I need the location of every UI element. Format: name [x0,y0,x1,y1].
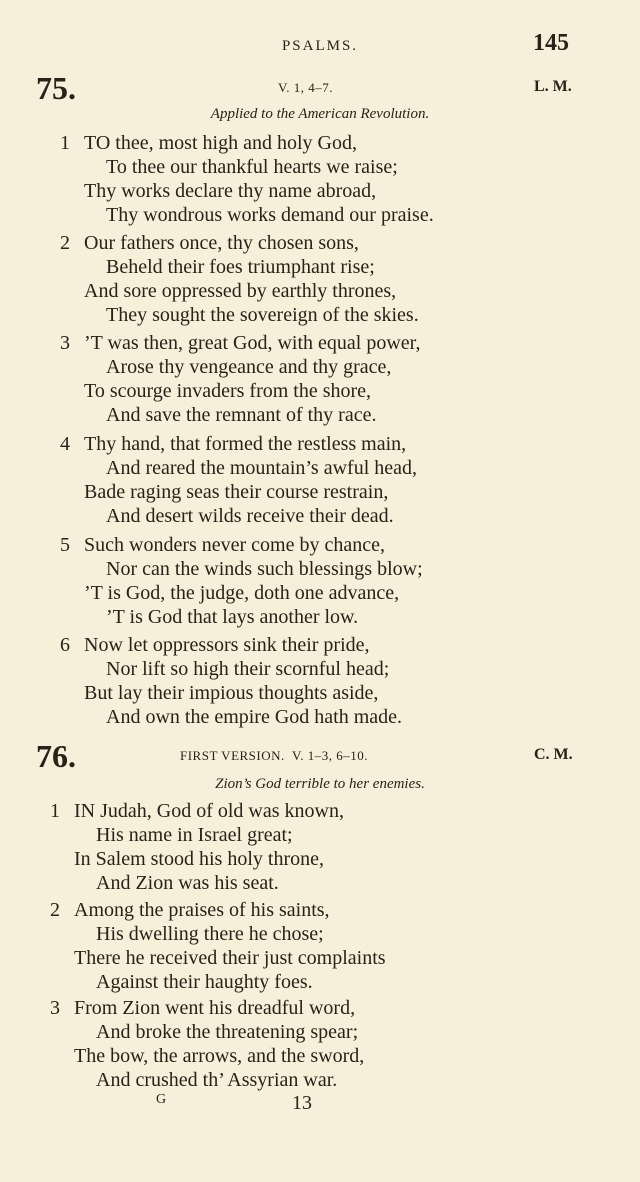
verse-line: Such wonders never come by chance, [84,534,385,556]
verse-line: His dwelling there he chose; [96,923,324,945]
verse-line: Against their haughty foes. [96,971,313,993]
stanza [50,996,610,1092]
stanza-number: 3 [60,332,70,354]
hymn-meter: L. M. [534,78,572,95]
verse-line: IN Judah, God of old was known, [74,800,344,822]
verse-line: And broke the threatening spear; [96,1021,359,1043]
signature-mark: G [156,1092,167,1107]
verse-line: Nor can the winds such blessings blow; [106,558,423,580]
verse-line: ’T was then, great God, with equal power, [84,332,421,354]
stanza-number: 4 [60,433,70,455]
stanza-number: 1 [60,132,70,154]
stanza-number: 5 [60,534,70,556]
verse-line: TO thee, most high and holy God, [84,132,357,154]
verse-line: To scourge invaders from the shore, [84,380,372,402]
hymn-header [0,740,640,772]
stanza-number: 1 [50,800,60,822]
verse-line: And Zion was his seat. [96,872,279,894]
stanza [60,131,620,227]
stanza-number: 2 [50,899,60,921]
verse-line: Among the praises of his saints, [74,899,330,921]
verse-line: The bow, the arrows, and the sword, [74,1045,365,1067]
stanza [50,799,610,895]
sheet-number: 13 [292,1092,312,1114]
verse-line: And reared the mountain’s awful head, [106,457,418,479]
verse-line: His name in Israel great; [96,824,293,846]
verse-line: Thy works declare thy name abroad, [84,180,377,202]
page-number: 145 [533,30,569,56]
hymn-verses: FIRST VERSION. V. 1–3, 6–10. [180,748,368,763]
verse-line: To thee our thankful hearts we raise; [106,156,398,178]
verse-line: Thy wondrous works demand our praise. [106,204,434,226]
hymn-subtitle: Applied to the American Revolution. [210,106,430,122]
hymn-number: 75. [36,70,76,106]
stanza [60,331,620,427]
verse-line: Bade raging seas their course restrain, [84,481,389,503]
hymn-verses: V. 1, 4–7. [278,80,333,95]
stanza [50,898,610,994]
verse-line: From Zion went his dreadful word, [74,997,356,1019]
verse-line: But lay their impious thoughts aside, [84,682,379,704]
verse-line: And desert wilds receive their dead. [106,505,394,527]
verse-line: Thy hand, that formed the restless main, [84,433,407,455]
stanza [60,432,620,528]
hymn-header [0,72,640,104]
hymn-subtitle: Zion’s God terrible to her enemies. [215,776,425,792]
stanza-number: 2 [60,232,70,254]
verse-line: Our fathers once, thy chosen sons, [84,232,359,254]
verse-line: There he received their just complaints [74,947,386,969]
verse-line: And own the empire God hath made. [106,706,403,728]
verse-line: Nor lift so high their scornful head; [106,658,390,680]
verse-line: And save the remnant of thy race. [106,404,377,426]
stanza-number: 6 [60,634,70,656]
verse-line: They sought the sovereign of the skies. [106,304,419,326]
verse-line: And crushed th’ Assyrian war. [96,1069,338,1091]
verse-line: And sore oppressed by earthly thrones, [84,280,397,302]
hymn-number: 76. [36,738,76,774]
stanza [60,231,620,327]
verse-line: Arose thy vengeance and thy grace, [106,356,392,378]
running-title: PSALMS. [281,38,359,54]
stanza [60,533,620,629]
verse-line: ’T is God, the judge, doth one advance, [84,582,400,604]
verse-line: In Salem stood his holy throne, [74,848,324,870]
verse-line: Now let oppressors sink their pride, [84,634,370,656]
hymn-meter: C. M. [534,746,573,763]
verse-line: ’T is God that lays another low. [106,606,359,628]
stanza-number: 3 [50,997,60,1019]
stanza [60,633,620,729]
verse-line: Beheld their foes triumphant rise; [106,256,375,278]
